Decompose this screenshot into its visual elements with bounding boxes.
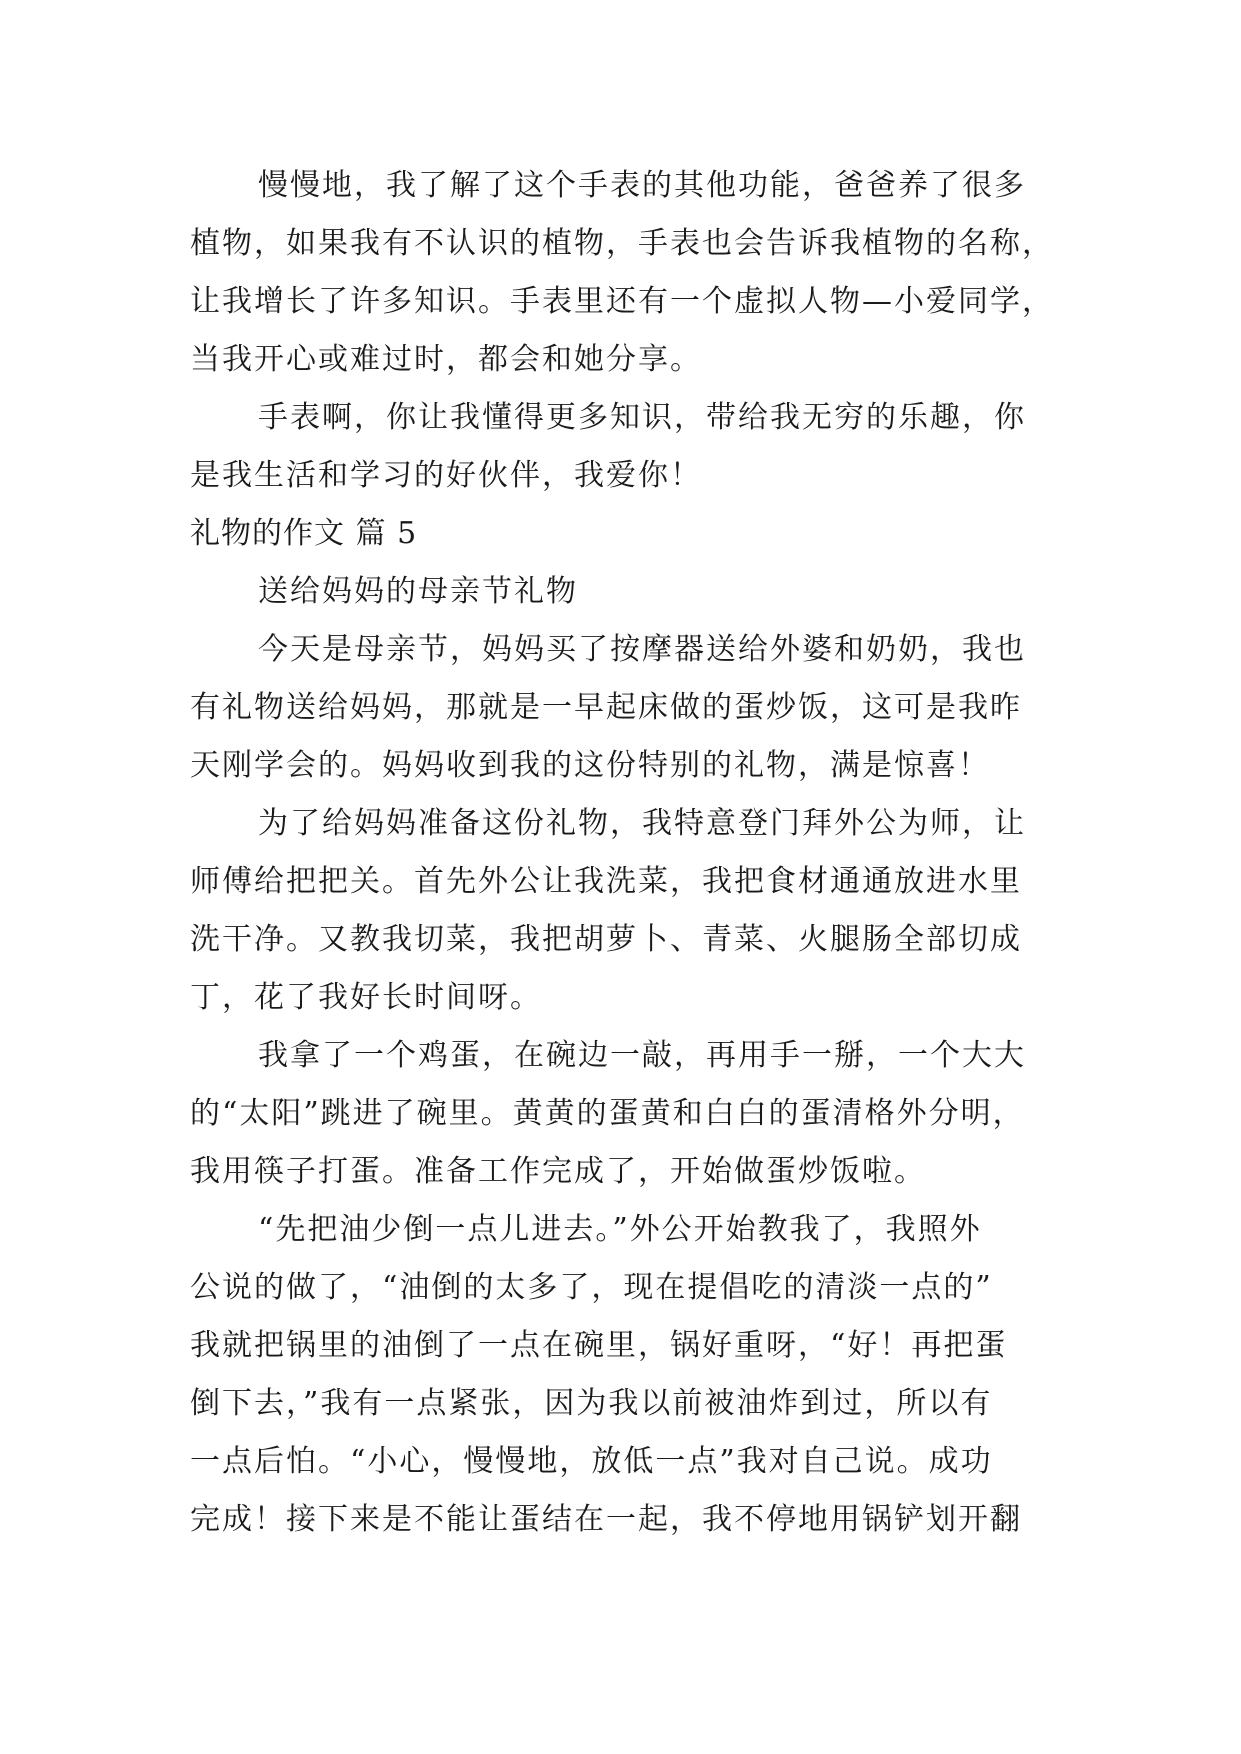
paragraph-line: 手表啊，你让我懂得更多知识，带给我无穷的乐趣，你 — [258, 400, 1026, 435]
paragraph-line: 洗干净。又教我切菜，我把胡萝卜、青菜、火腿肠全部切成 — [190, 922, 1022, 957]
paragraph-line: 当我开心或难过时，都会和她分享。 — [190, 342, 702, 377]
section-heading: 礼物的作文 篇 5 — [190, 516, 418, 551]
paragraph-line: 我用筷子打蛋。准备工作完成了，开始做蛋炒饭啦。 — [190, 1154, 926, 1189]
paragraph-line: 完成！接下来是不能让蛋结在一起，我不停地用锅铲划开翻 — [190, 1502, 1022, 1537]
paragraph-line: 我拿了一个鸡蛋，在碗边一敲，再用手一掰，一个大大 — [258, 1038, 1026, 1073]
paragraph-line: 植物，如果我有不认识的植物，手表也会告诉我植物的名称， — [190, 226, 1054, 261]
paragraph-line: 师傅给把把关。首先外公让我洗菜，我把食材通通放进水里 — [190, 864, 1022, 899]
paragraph-line: 丁，花了我好长时间呀。 — [190, 980, 542, 1015]
article-title: 送给妈妈的母亲节礼物 — [258, 574, 578, 609]
paragraph-line: 一点后怕。“小心，慢慢地，放低一点”我对自己说。成功 — [190, 1444, 993, 1479]
paragraph-line: 天刚学会的。妈妈收到我的这份特别的礼物，满是惊喜！ — [190, 748, 990, 783]
paragraph-line: “先把油少倒一点儿进去。”外公开始教我了，我照外 — [258, 1212, 982, 1247]
paragraph-line: 为了给妈妈准备这份礼物，我特意登门拜外公为师，让 — [258, 806, 1026, 841]
paragraph-line: 的“太阳”跳进了碗里。黄黄的蛋黄和白白的蛋清格外分明， — [190, 1096, 1025, 1131]
paragraph-line: 我就把锅里的油倒了一点在碗里，锅好重呀，“好！再把蛋 — [190, 1328, 1008, 1363]
paragraph-line: 有礼物送给妈妈，那就是一早起床做的蛋炒饭，这可是我昨 — [190, 690, 1022, 725]
paragraph-line: 倒下去，”我有一点紧张，因为我以前被油炸到过，所以有 — [190, 1386, 993, 1421]
paragraph-line: 是我生活和学习的好伙伴，我爱你！ — [190, 458, 702, 493]
paragraph-line: 慢慢地，我了解了这个手表的其他功能，爸爸养了很多 — [258, 168, 1026, 203]
paragraph-line: 公说的做了，“油倒的太多了，现在提倡吃的清淡一点的” — [190, 1270, 993, 1305]
paragraph-line: 让我增长了许多知识。手表里还有一个虚拟人物—小爱同学， — [190, 284, 1054, 319]
paragraph-line: 今天是母亲节，妈妈买了按摩器送给外婆和奶奶，我也 — [258, 632, 1026, 667]
